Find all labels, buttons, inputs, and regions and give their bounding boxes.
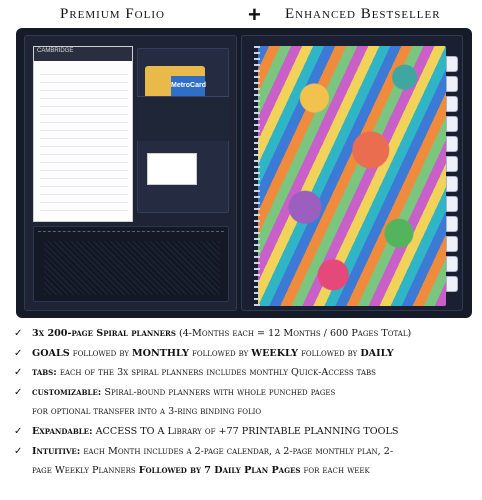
feature-title: tabs:: [32, 367, 57, 379]
spiral-binding: [254, 46, 260, 308]
header-enhanced-bestseller: Enhanced Bestseller: [285, 6, 441, 22]
feature-item-goals: [10, 344, 476, 364]
feature-monthly: MONTHLY: [132, 347, 189, 359]
feature-title: customizable:: [32, 386, 102, 398]
feature-weekly: WEEKLY: [251, 347, 299, 359]
business-card: [147, 153, 197, 185]
feature-title: Intuitive:: [32, 445, 81, 457]
planner-tab: [446, 96, 458, 112]
check-icon: ✓: [14, 347, 23, 359]
feature-daily-plan: Followed by 7 Daily Plan Pages: [138, 465, 301, 477]
planner-tab: [446, 116, 458, 132]
planner-tab: [446, 216, 458, 232]
planner-tab: [446, 56, 458, 72]
feature-daily: DAILY: [360, 347, 394, 359]
product-photo: [16, 28, 472, 318]
check-icon: ✓: [14, 425, 23, 437]
plus-icon: +: [248, 2, 261, 27]
planner-tab: [446, 136, 458, 152]
folio-left-panel: [24, 35, 237, 311]
card-slot: [137, 96, 229, 141]
planner-tab: [446, 256, 458, 272]
feature-text: followed by: [188, 347, 252, 359]
feature-text: Spiral-bound planners with whole punched pages: [101, 386, 336, 398]
folio-cover: [16, 28, 472, 318]
feature-text: followed by: [298, 347, 361, 359]
check-icon: ✓: [14, 386, 23, 398]
notepad-lines: [40, 67, 128, 217]
feature-text: ACCESS TO A Library of +77 PRINTABLE PLANNING TOOLS: [92, 425, 399, 437]
header: [0, 4, 482, 28]
planner-tab: [446, 276, 458, 292]
planner-tab: [446, 196, 458, 212]
feature-list: [10, 324, 476, 481]
feature-title: 3x 200-page Spiral planners: [32, 328, 176, 339]
feature-text: page Weekly Planners: [32, 465, 139, 477]
notepad-brand-label: CAMBRIDGE: [37, 48, 74, 54]
transit-card-label: MetroCard: [171, 76, 205, 96]
feature-text: (4-Months each = 12 Months / 600 Pages Total): [175, 328, 412, 339]
feature-text: each of the 3x spiral planners includes monthly Quick-Access tabs: [56, 367, 376, 379]
check-icon: ✓: [14, 445, 23, 457]
feature-item-customizable: [10, 383, 476, 403]
notepad-header: [34, 47, 132, 61]
spiral-planner-cover: [258, 46, 446, 306]
feature-title: Expandable:: [32, 425, 93, 437]
feature-text: followed by: [69, 347, 133, 359]
feature-text: for optional transfer into a 3-ring binding folio: [32, 406, 262, 418]
feature-item-spiral-planners: [10, 324, 476, 344]
feature-item-expandable: [10, 422, 476, 442]
transit-card: [145, 66, 205, 100]
feature-item-customizable-cont: [10, 402, 476, 422]
planner-tab: [446, 156, 458, 172]
check-icon: ✓: [14, 367, 23, 379]
check-icon: ✓: [14, 328, 23, 339]
feature-text: for each week: [300, 465, 370, 477]
folio-right-panel: [241, 35, 463, 311]
zip-pocket: [33, 226, 229, 302]
planner-tabs: [446, 56, 458, 296]
feature-title: GOALS: [32, 347, 70, 359]
feature-text: each Month includes a 2-page calendar, a 2-page monthly plan, 2-: [80, 445, 394, 457]
planner-tab: [446, 176, 458, 192]
stitching: [38, 231, 224, 232]
mesh-pocket: [44, 241, 220, 295]
notepad: [33, 46, 133, 222]
feature-item-intuitive: [10, 442, 476, 462]
feature-item-intuitive-cont: [10, 461, 476, 481]
planner-tab: [446, 236, 458, 252]
feature-item-tabs: [10, 363, 476, 383]
planner-tab: [446, 76, 458, 92]
header-premium-folio: Premium Folio: [60, 6, 165, 22]
